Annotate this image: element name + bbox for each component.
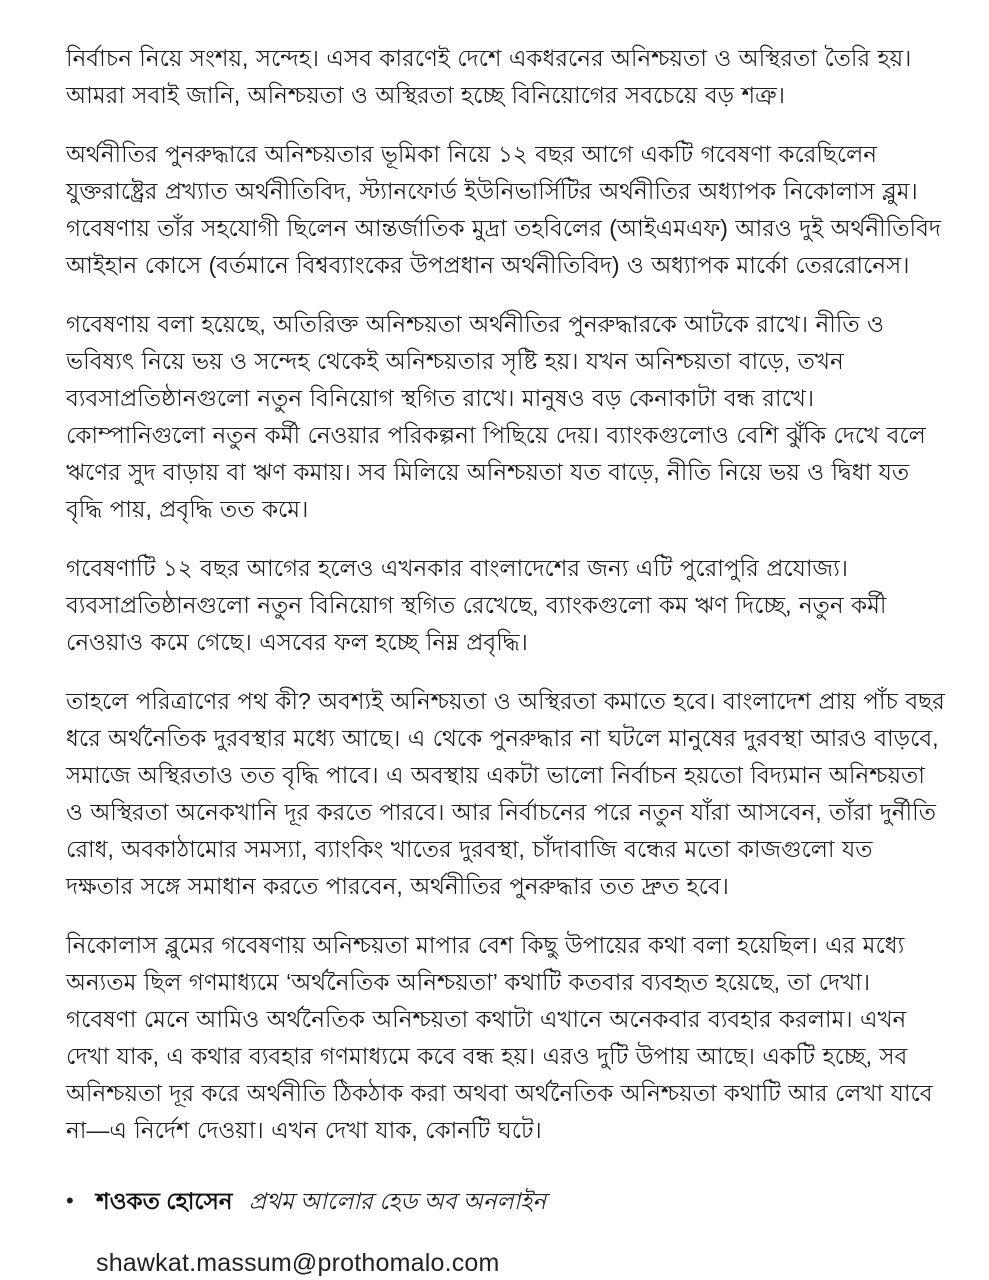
article-paragraph: নিকোলাস ব্লুমের গবেষণায় অনিশ্চয়তা মাপার বেশ কিছু উপায়ের কথা বলা হয়েছিল। এর মধ্যে অন্যতম ছিল গণমাধ্যমে ‘অর্থনৈতিক অনিশ্চয়তা’ কথাটি কতবার ব্যবহৃত হয়েছে, তা দেখা। গবেষণা মেনে আমিও অর্থনৈতিক অনিশ্চয়তা কথাটা এখানে অনেকবার ব্যবহার করলাম। এখন দেখা যাক, এ কথার ব্যবহার গণমাধ্যমে কবে বন্ধ হয়। এরও দুটি উপায় আছে। একটি হচ্ছে, সব অনিশ্চয়তা দূর করে অর্থনীতি ঠিকঠাক করা অথবা অর্থনৈতিক অনিশ্চয়তা কথাটি আর লেখা যাবে না—এ নির্দেশ দেওয়া। এখন দেখা যাক, কোনটি ঘটে। [66, 932, 933, 1143]
article-paragraph: গবেষণায় বলা হয়েছে, অতিরিক্ত অনিশ্চয়তা অর্থনীতির পুনরুদ্ধারকে আটকে রাখে। নীতি ও ভবিষ্যৎ নিয়ে ভয় ও সন্দেহ থেকেই অনিশ্চয়তার সৃষ্টি হয়। যখন অনিশ্চয়তা বাড়ে, তখন ব্যবসাপ্রতিষ্ঠানগুলো নতুন বিনিয়োগ স্থগিত রাখে। মানুষও বড় কেনাকাটা বন্ধ রাখে। কোম্পানিগুলো নতুন কর্মী নেওয়ার পরিকল্পনা পিছিয়ে দেয়। ব্যাংকগুলোও বেশি ঝুঁকি দেখে বলে ঋণের সুদ বাড়ায় বা ঋণ কমায়। সব মিলিয়ে অনিশ্চয়তা যত বাড়ে, নীতি নিয়ে ভয় ও দ্বিধা যত বৃদ্ধি পায়, প্রবৃদ্ধি তত কমে। [66, 311, 926, 522]
bullet-marker: • [66, 1188, 74, 1213]
byline [66, 1185, 945, 1217]
article-paragraph: অর্থনীতির পুনরুদ্ধারে অনিশ্চয়তার ভূমিকা নিয়ে ১২ বছর আগে একটি গবেষণা করেছিলেন যুক্তরাষ্ট্রের প্রখ্যাত অর্থনীতিবিদ, স্ট্যানফোর্ড ইউনিভার্সিটির অর্থনীতির অধ্যাপক নিকোলাস ব্লুম। গবেষণায় তাঁর সহযোগী ছিলেন আন্তর্জাতিক মুদ্রা তহবিলের (আইএমএফ) আরও দুই অর্থনীতিবিদ আইহান কোসে (বর্তমানে বিশ্বব্যাংকের উপপ্রধান অর্থনীতিবিদ) ও অধ্যাপক মার্কো তেররোনেস। [66, 141, 942, 278]
article-body [66, 40, 945, 1278]
author-role: প্রথম আলোর হেড অব অনলাইন [248, 1188, 547, 1214]
author-email: shawkat.massum@prothomalo.com [96, 1249, 500, 1277]
article-paragraph: তাহলে পরিত্রাণের পথ কী? অবশ্যই অনিশ্চয়তা ও অস্থিরতা কমাতে হবে। বাংলাদেশ প্রায় পাঁচ বছর ধরে অর্থনৈতিক দুরবস্থার মধ্যে আছে। এ থেকে পুনরুদ্ধার না ঘটলে মানুষের দুরবস্থা আরও বাড়বে, সমাজে অস্থিরতাও তত বৃদ্ধি পাবে। এ অবস্থায় একটা ভালো নির্বাচন হয়তো বিদ্যমান অনিশ্চয়তা ও অস্থিরতা অনেকখানি দূর করতে পারবে। আর নির্বাচনের পরে নতুন যাঁরা আসবেন, তাঁরা দুর্নীতি রোধ, অবকাঠামোর সমস্যা, ব্যাংকিং খাতের দুরবস্থা, চাঁদাবাজি বন্ধের মতো কাজগুলো যত দক্ষতার সঙ্গে সমাধান করতে পারবেন, অর্থনীতির পুনরুদ্ধার তত দ্রুত হবে। [66, 688, 945, 899]
article-paragraph: নির্বাচন নিয়ে সংশয়, সন্দেহ। এসব কারণেই দেশে একধরনের অনিশ্চয়তা ও অস্থিরতা তৈরি হয়। আমরা সবাই জানি, অনিশ্চয়তা ও অস্থিরতা হচ্ছে বিনিয়োগের সবচেয়ে বড় শত্রু। [66, 45, 912, 108]
article-paragraph: গবেষণাটি ১২ বছর আগের হলেও এখনকার বাংলাদেশের জন্য এটি পুরোপুরি প্রযোজ্য। ব্যবসাপ্রতিষ্ঠানগুলো নতুন বিনিয়োগ স্থগিত রেখেছে, ব্যাংকগুলো কম ঋণ দিচ্ছে, নতুন কর্মী নেওয়াও কমে গেছে। এসবের ফল হচ্ছে নিম্ন প্রবৃদ্ধি। [66, 555, 887, 655]
byline-text [96, 1185, 546, 1217]
author-name: শওকত হোসেন [96, 1188, 233, 1214]
